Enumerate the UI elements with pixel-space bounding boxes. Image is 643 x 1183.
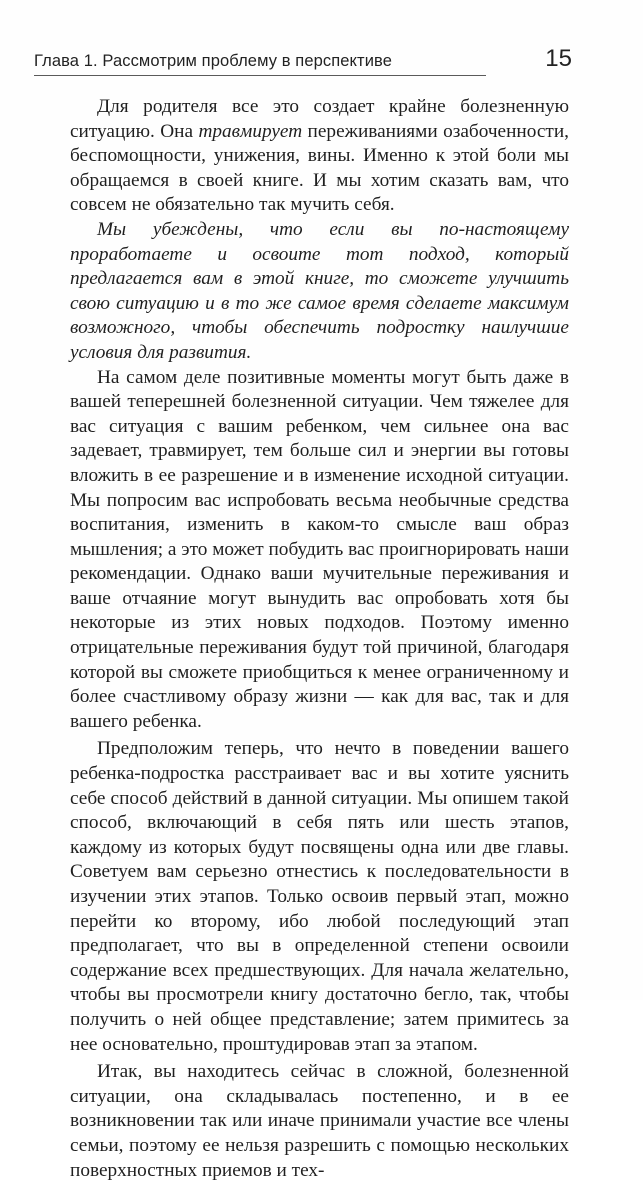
body-text [70,95,569,1183]
paragraph-4: Предположим теперь, что нечто в поведении вашего ребенка-подростка расстраивает вас и вы хотите уяснить себе способ действий в данной ситуации. Мы опишем такой способ, включающий в себя пять или шесть этапов, каждому из которых будут посвящены одна или две главы. Советуем вам серьезно отнестись к последовательности в изучении этих этапов. Только освоив первый этап, можно перейти ко второму, ибо любой последующий этап предполагает, что вы в определенной степени освоили содержание всех предшествующих. Для начала желательно, чтобы вы просмотрели книгу достаточно бегло, так, чтобы получить о ней общее представление; затем примитесь за нее основательно, проштудировав этап за этапом. [70,738,569,1055]
paragraph-3: На самом деле позитивные моменты могут быть даже в вашей теперешней болезненной ситуации. Чем тяжелее для вас ситуация с вашим ребенком, чем сильнее она вас задевает, травмирует, тем больше сил и энергии вы готовы вложить в ее разрешение и в изменение исходной ситуации. Мы попросим вас испробовать весьма необычные средства воспитания, изменить в каком-то смысле ваш образ мышления; а это может побудить вас проигнорировать наши рекомендации. Однако ваши мучительные переживания и ваше отчаяние могут вынудить вас опробовать хотя бы некоторые из этих новых подходов. Поэтому именно отрицательные переживания будут той причиной, благодаря которой вы сможете приобщиться к менее ограниченному и более счастливому образу жизни — как для вас, так и для вашего ребенка. [70,366,569,732]
paragraph-1-emphasis: травмирует [198,120,303,142]
chapter-title: Глава 1. Рассмотрим проблему в перспективе [34,52,392,70]
paragraph-5: Итак, вы находитесь сейчас в сложной, болезненной ситуации, она складывалась постепенно, и в ее возникновении так или иначе принимали участие все члены семьи, поэтому ее нельзя разрешить с помощью нескольких поверхностных приемов и тех- [70,1061,569,1181]
header-rule [34,75,486,76]
paragraph-1 [70,95,569,218]
paragraph-2-italic: Мы убеждены, что если вы по-настоящему проработаете и освоите тот подход, который предлагается вам в этой книге, то сможете улучшить свою ситуацию и в то же самое время сделаете максимум возможного, чтобы обеспечить подростку наилучшие условия для развития. [70,218,569,363]
paragraph-1-text-b: переживаниями озабоченности, беспомощности, унижения, вины. Именно к этой боли мы обращаемся в своей книге. И мы хотим сказать вам, что совсем не обязательно так мучить себя. [70,120,569,216]
paragraph-1-text-a: Для родителя все это создает крайне болезненную ситуацию. Она [70,96,569,142]
running-head [34,42,572,78]
page-number: 15 [545,45,572,72]
